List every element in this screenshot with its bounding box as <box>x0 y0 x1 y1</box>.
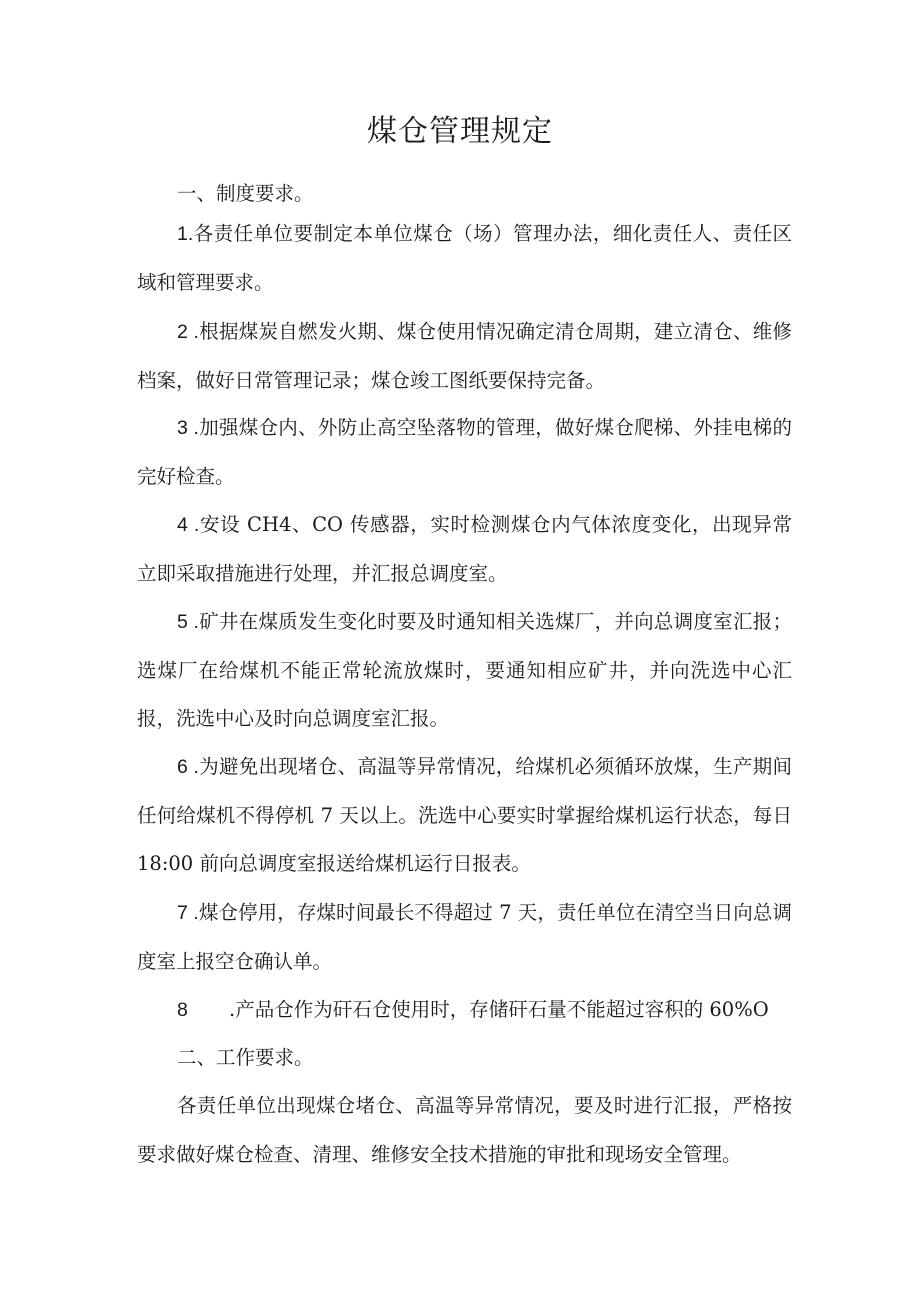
rule-item-2 <box>137 308 792 405</box>
item-text: 加强煤仓内、外防止高空坠落物的管理，做好煤仓爬梯、外挂电梯的完好检查。 <box>137 416 792 488</box>
rule-item-7 <box>137 889 792 986</box>
item-number: 2 . <box>177 321 199 343</box>
section-heading-2 <box>137 1034 792 1083</box>
document-title: 煤仓管理规定 <box>367 114 553 149</box>
item-number: 7 . <box>177 902 199 924</box>
rule-item-8 <box>137 986 792 1035</box>
item-number: 1. <box>177 223 194 245</box>
rule-item-3 <box>137 404 792 501</box>
item-text: 为避免出现堵仓、高温等异常情况，给煤机必须循环放煤，生产期间任何给煤机不得停机 7 天以上。洗选中心要实时掌握给煤机运行状态，每日 18:00 前向总调度室报送给煤机运行日报表。 <box>137 755 792 875</box>
rule-item-1 <box>137 210 792 307</box>
section-heading-2-text: 二、工作要求。 <box>177 1046 314 1069</box>
item-text: 安设 CH4、CO 传感器，实时检测煤仓内气体浓度变化，出现异常立即采取措施进行处理，并汇报总调度室。 <box>137 513 792 585</box>
closing-text: 各责任单位出现煤仓堵仓、高温等异常情况，要及时进行汇报，严格按要求做好煤仓检查、清理、维修安全技术措施的审批和现场安全管理。 <box>137 1094 792 1166</box>
item-text: 各责任单位要制定本单位煤仓（场）管理办法，细化责任人、责任区域和管理要求。 <box>137 222 792 294</box>
rule-item-5 <box>137 598 792 744</box>
rule-item-6 <box>137 743 792 889</box>
item-text: 矿井在煤质发生变化时要及时通知相关选煤厂，并向总调度室汇报；选煤厂在给煤机不能正常轮流放煤时，要通知相应矿井，并向洗选中心汇报，洗选中心及时向总调度室汇报。 <box>137 610 792 730</box>
item-text: 根据煤炭自燃发火期、煤仓使用情况确定清仓周期，建立清仓、维修档案，做好日常管理记录；煤仓竣工图纸要保持完备。 <box>137 320 792 392</box>
item-text: 煤仓停用，存煤时间最长不得超过 7 天，责任单位在清空当日向总调度室上报空仓确认单。 <box>137 901 792 973</box>
item-number: 3 . <box>177 417 199 439</box>
item-number: 6 . <box>177 756 199 778</box>
item-text: .产品仓作为矸石仓使用时，存储矸石量不能超过容积的 60%O <box>229 998 769 1021</box>
rule-item-4 <box>137 501 792 598</box>
item-number: 5 . <box>177 611 199 633</box>
item-number: 4 . <box>177 514 200 536</box>
item-number: 8 <box>177 999 188 1021</box>
closing-paragraph <box>137 1082 792 1179</box>
section-heading-1-text: 一、制度要求。 <box>177 182 314 205</box>
